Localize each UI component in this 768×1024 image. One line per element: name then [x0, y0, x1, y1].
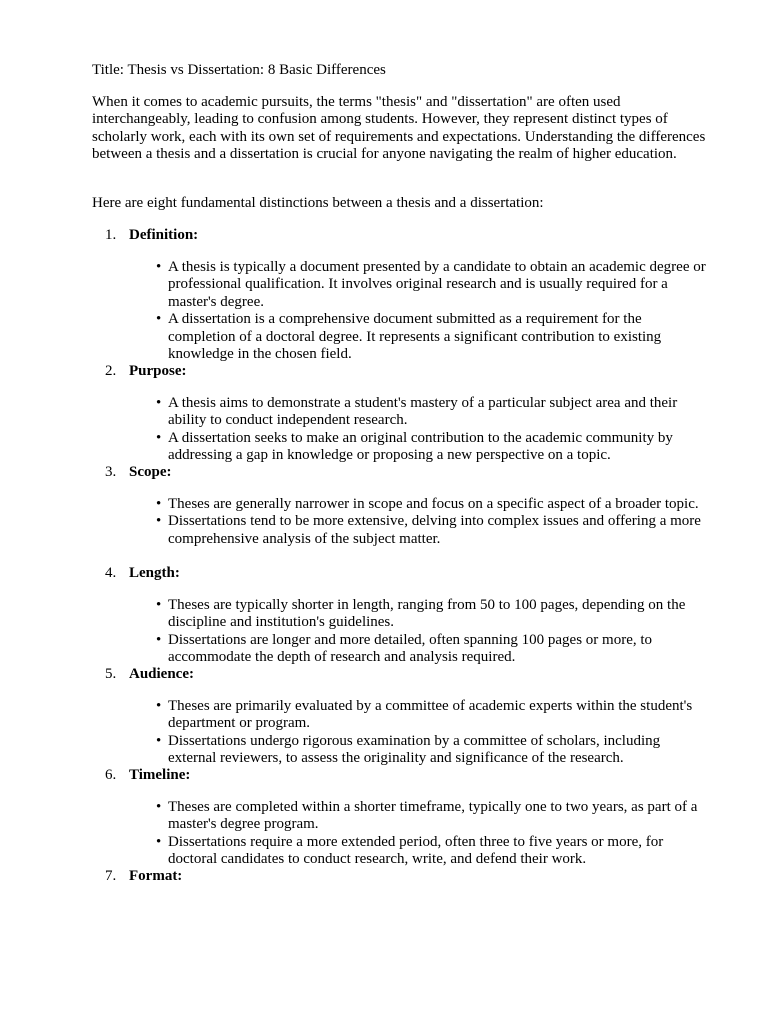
list-item: [156, 395, 708, 430]
bullet-list: [156, 597, 708, 667]
bullet-text: A thesis is typically a document presented by a candidate to obtain an academic degree or professional qualification. It involves original research and is usually required for a master's degree.: [168, 259, 706, 310]
bullet-icon: •: [156, 259, 162, 275]
bullet-list: [156, 395, 708, 465]
bullet-text: Dissertations tend to be more extensive, delving into complex issues and offering a more comprehensive analysis of the subject matter.: [168, 513, 701, 547]
section-heading: [105, 464, 172, 482]
section-number: 3.: [105, 464, 117, 480]
bullet-text: Dissertations undergo rigorous examination by a committee of scholars, including external reviewers, to assess the originality and significance of the research.: [168, 732, 661, 767]
bullet-icon: •: [156, 698, 162, 714]
list-item: [156, 632, 708, 667]
section-number: 2.: [105, 363, 117, 379]
list-item: [156, 834, 708, 869]
bullet-text: Dissertations require a more extended period, often three to five years or more, for doctoral candidates to conduct research, write, and defend their work.: [168, 833, 664, 868]
section-title: Scope:: [129, 464, 172, 480]
list-item: [156, 799, 708, 834]
section-title: Timeline:: [129, 767, 191, 783]
bullet-text: Theses are primarily evaluated by a committee of academic experts within the student's department or program.: [168, 698, 693, 732]
section-title: Format:: [129, 868, 183, 884]
bullet-icon: •: [156, 732, 162, 749]
bullet-icon: •: [156, 496, 162, 512]
section-number: 1.: [105, 227, 117, 243]
bullet-text: Theses are completed within a shorter timeframe, typically one to two years, as part of a master's degree program.: [168, 799, 698, 833]
section-number: 6.: [105, 767, 117, 783]
list-item: [156, 311, 708, 363]
list-item: [156, 597, 708, 632]
section-heading: [105, 868, 182, 886]
bullet-icon: •: [156, 513, 162, 530]
bullet-icon: •: [156, 395, 162, 411]
bullet-text: A dissertation is a comprehensive document submitted as a requirement for the completion of a doctoral degree. It represents a significant contribution to existing knowledge in the chosen field.: [168, 311, 662, 363]
bullet-icon: •: [156, 311, 162, 328]
lead-in-paragraph: Here are eight fundamental distinctions between a thesis and a dissertation:: [92, 195, 544, 211]
bullet-list: [156, 799, 708, 869]
bullet-text: Theses are typically shorter in length, ranging from 50 to 100 pages, depending on the discipline and institution's guidelines.: [168, 597, 686, 631]
section-heading: [105, 565, 180, 583]
list-item: [156, 430, 708, 465]
bullet-icon: •: [156, 597, 162, 613]
bullet-text: Theses are generally narrower in scope and focus on a specific aspect of a broader topic.: [168, 496, 699, 512]
bullet-list: [156, 259, 708, 363]
list-item: [156, 698, 708, 733]
section-title: Length:: [129, 565, 180, 581]
bullet-list: [156, 496, 708, 548]
bullet-icon: •: [156, 833, 162, 850]
bullet-icon: •: [156, 799, 162, 815]
document-title: Title: Thesis vs Dissertation: 8 Basic Differences: [92, 62, 386, 78]
bullet-list: [156, 698, 708, 768]
bullet-icon: •: [156, 429, 162, 446]
bullet-text: A dissertation seeks to make an original contribution to the academic community by addressing a gap in knowledge or proposing a new perspective on a topic.: [168, 429, 673, 464]
section-title: Definition:: [129, 227, 199, 243]
section-title: Purpose:: [129, 363, 187, 379]
intro-paragraph: When it comes to academic pursuits, the terms "thesis" and "dissertation" are often used interchangeably, leading to confusion among students. However, they represent distinct types of scholarly work, each with its own set of requirements and expectations. Understanding the differences between a thesis and a dissertation is crucial for anyone navigating the realm of higher education.: [92, 94, 706, 163]
section-heading: [105, 666, 194, 684]
list-item: [156, 496, 708, 513]
section-number: 7.: [105, 868, 117, 884]
bullet-text: Dissertations are longer and more detailed, often spanning 100 pages or more, to accommodate the depth of research and analysis required.: [168, 631, 653, 666]
list-item: [156, 733, 708, 768]
list-item: [156, 513, 708, 548]
section-number: 4.: [105, 565, 117, 581]
section-heading: [105, 363, 187, 381]
section-number: 5.: [105, 666, 117, 682]
bullet-icon: •: [156, 631, 162, 648]
section-heading: [105, 227, 198, 245]
list-item: [156, 259, 708, 311]
bullet-text: A thesis aims to demonstrate a student's mastery of a particular subject area and their ability to conduct independent research.: [168, 395, 678, 429]
section-title: Audience:: [129, 666, 194, 682]
section-heading: [105, 767, 190, 785]
